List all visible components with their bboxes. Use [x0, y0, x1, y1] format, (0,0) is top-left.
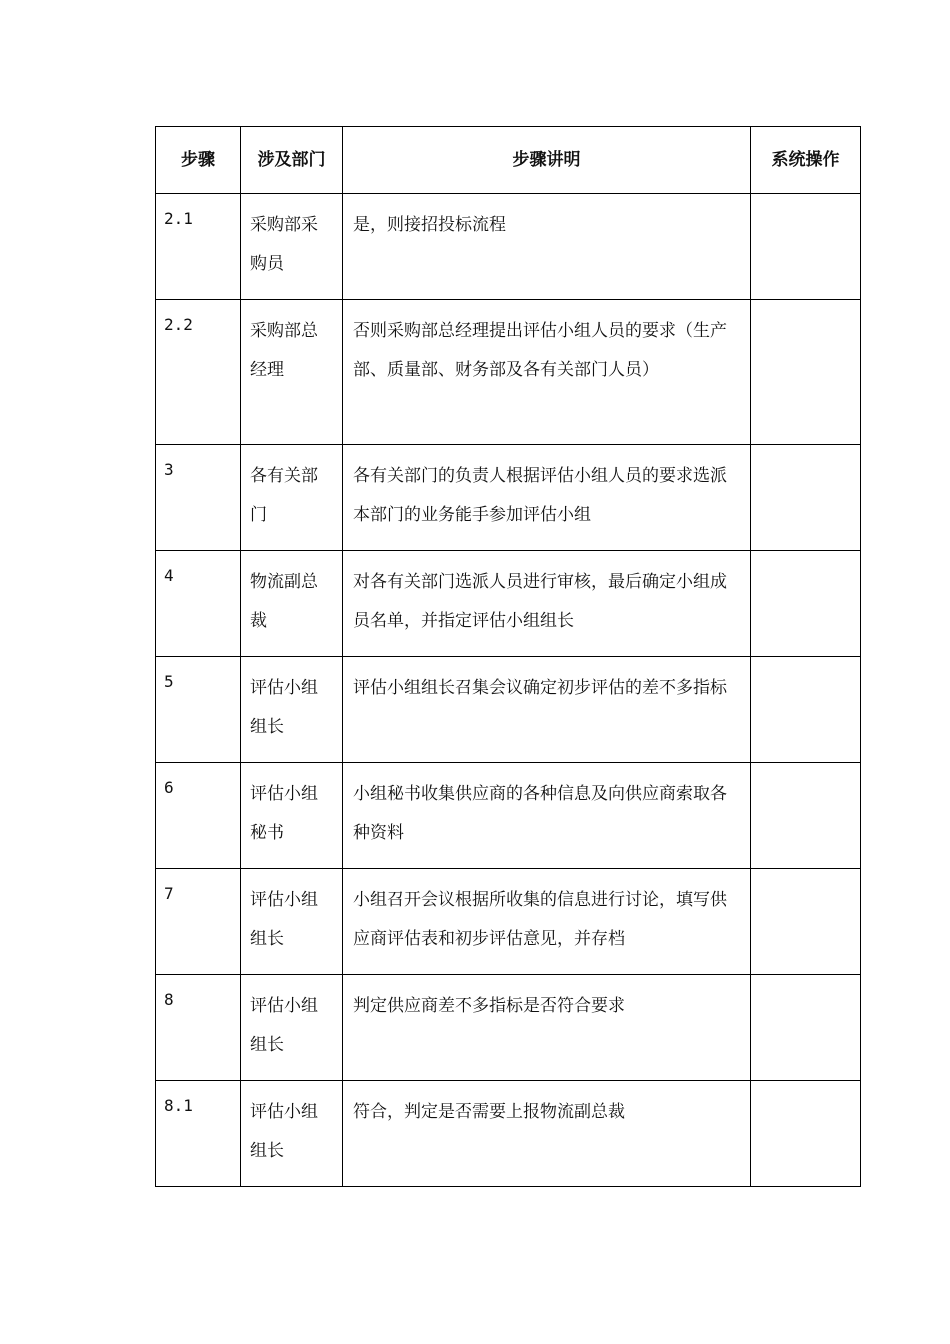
department-cell: 物流副总裁 [241, 551, 343, 657]
header-department: 涉及部门 [241, 127, 343, 194]
system-cell [751, 869, 861, 975]
table-row [156, 763, 861, 869]
department-cell: 评估小组组长 [241, 975, 343, 1081]
table-row [156, 869, 861, 975]
system-cell [751, 445, 861, 551]
department-cell: 采购部总经理 [241, 300, 343, 445]
table-header-row [156, 127, 861, 194]
table-row [156, 445, 861, 551]
procedure-table [155, 126, 861, 1187]
department-cell: 评估小组组长 [241, 1081, 343, 1187]
department-cell: 评估小组秘书 [241, 763, 343, 869]
step-cell: 6 [156, 763, 241, 869]
step-cell: 2.1 [156, 194, 241, 300]
step-cell: 8.1 [156, 1081, 241, 1187]
system-cell [751, 194, 861, 300]
system-cell [751, 1081, 861, 1187]
step-cell: 2.2 [156, 300, 241, 445]
step-cell: 5 [156, 657, 241, 763]
description-cell: 小组秘书收集供应商的各种信息及向供应商索取各种资料 [343, 763, 751, 869]
department-cell: 各有关部门 [241, 445, 343, 551]
description-cell: 判定供应商差不多指标是否符合要求 [343, 975, 751, 1081]
description-cell: 小组召开会议根据所收集的信息进行讨论，填写供应商评估表和初步评估意见，并存档 [343, 869, 751, 975]
step-cell: 8 [156, 975, 241, 1081]
department-cell: 采购部采购员 [241, 194, 343, 300]
step-cell: 4 [156, 551, 241, 657]
table-row [156, 657, 861, 763]
system-cell [751, 300, 861, 445]
table-row [156, 194, 861, 300]
table-row [156, 551, 861, 657]
description-cell: 各有关部门的负责人根据评估小组人员的要求选派本部门的业务能手参加评估小组 [343, 445, 751, 551]
table-row [156, 1081, 861, 1187]
description-cell: 符合，判定是否需要上报物流副总裁 [343, 1081, 751, 1187]
description-cell: 对各有关部门选派人员进行审核，最后确定小组成员名单，并指定评估小组组长 [343, 551, 751, 657]
description-cell: 否则采购部总经理提出评估小组人员的要求（生产部、质量部、财务部及各有关部门人员） [343, 300, 751, 445]
header-system: 系统操作 [751, 127, 861, 194]
department-cell: 评估小组组长 [241, 869, 343, 975]
system-cell [751, 551, 861, 657]
system-cell [751, 657, 861, 763]
table-row [156, 300, 861, 445]
system-cell [751, 975, 861, 1081]
step-cell: 7 [156, 869, 241, 975]
step-cell: 3 [156, 445, 241, 551]
table-row [156, 975, 861, 1081]
description-cell: 评估小组组长召集会议确定初步评估的差不多指标 [343, 657, 751, 763]
header-step: 步骤 [156, 127, 241, 194]
header-description: 步骤讲明 [343, 127, 751, 194]
department-cell: 评估小组组长 [241, 657, 343, 763]
description-cell: 是，则接招投标流程 [343, 194, 751, 300]
system-cell [751, 763, 861, 869]
